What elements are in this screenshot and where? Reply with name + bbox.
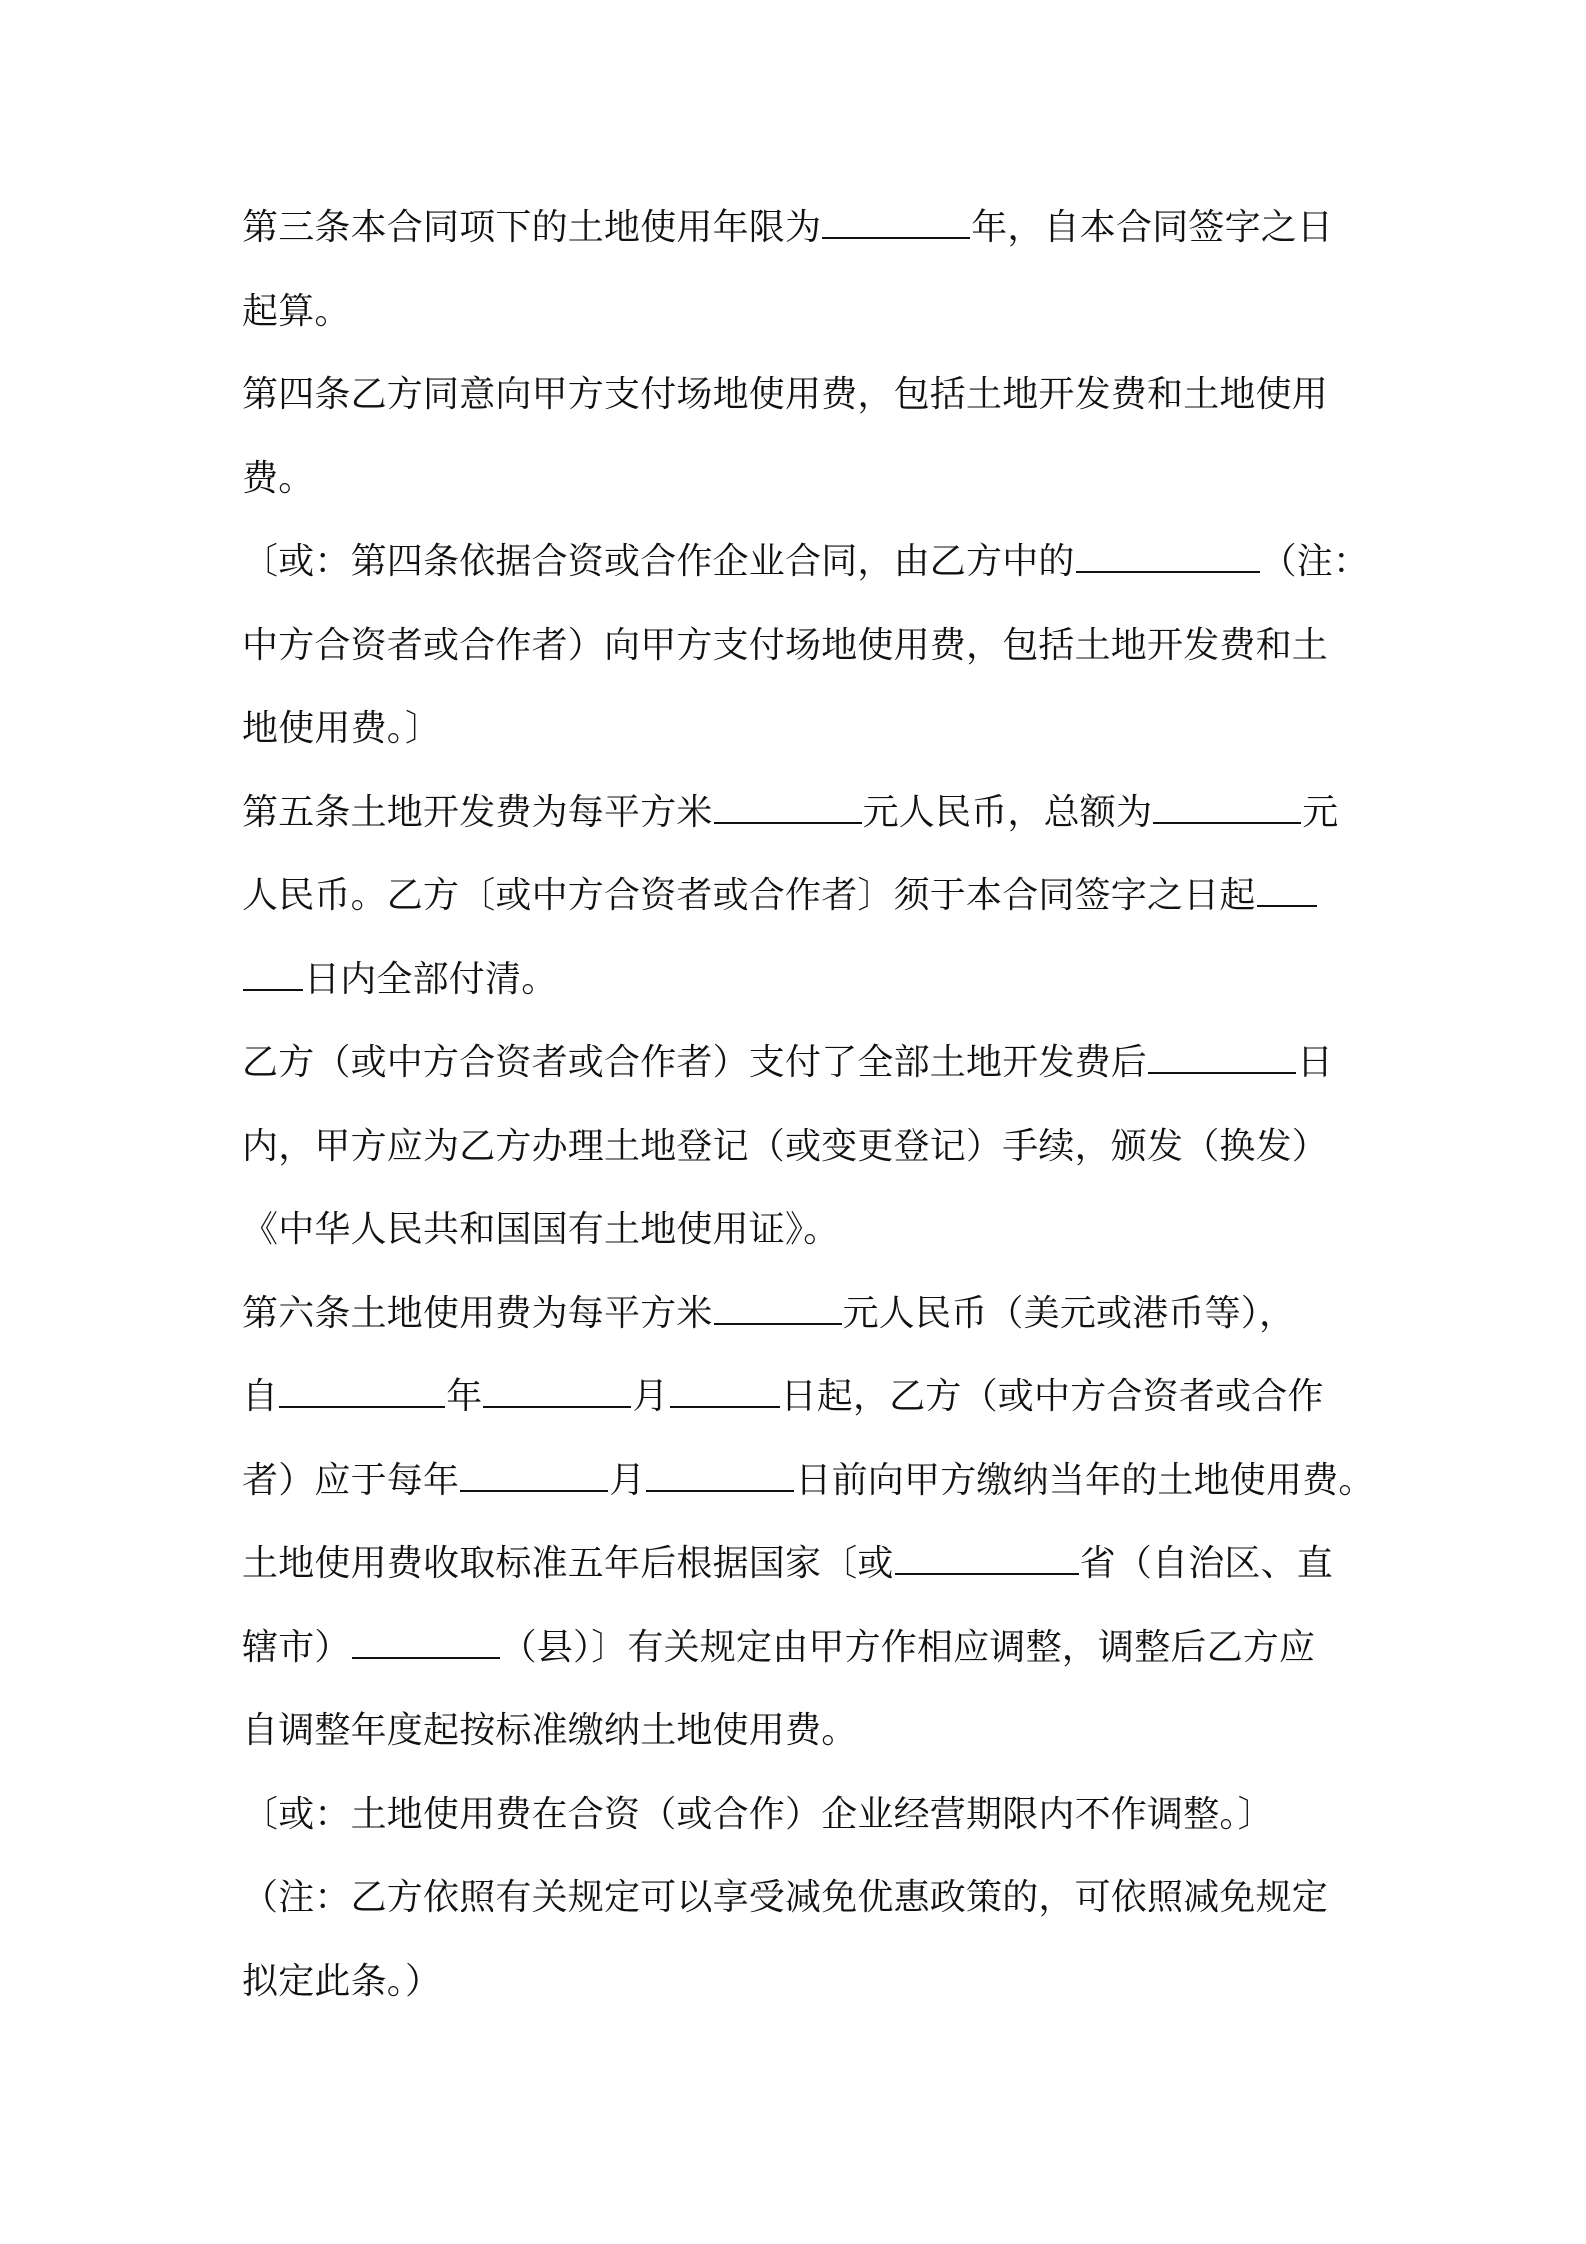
fill-blank — [1076, 543, 1260, 573]
fill-blank — [460, 1462, 608, 1492]
text-line — [242, 1272, 1367, 1356]
fill-blank — [1148, 1044, 1296, 1074]
fill-blank — [352, 1629, 500, 1659]
text-line — [242, 1773, 1367, 1857]
text-line — [242, 687, 1367, 771]
fill-blank — [714, 794, 862, 824]
fill-blank — [822, 209, 970, 239]
text-segment: 辖市） — [242, 1626, 351, 1668]
fill-blank — [243, 961, 303, 991]
fill-blank — [714, 1295, 842, 1325]
text-segment: 者）应于每年 — [242, 1459, 460, 1501]
text-line — [242, 520, 1370, 604]
text-segment: 〔或：土地使用费在合资（或合作）企业经营期限内不作调整。〕 — [242, 1793, 1274, 1835]
text-segment: 元人民币（美元或港币等）， — [842, 1292, 1296, 1334]
text-segment: （注： — [1260, 541, 1370, 582]
text-segment: 《中华人民共和国国有土地使用证》。 — [242, 1209, 840, 1250]
text-segment: 日前向甲方缴纳当年的土地使用费。 — [795, 1459, 1375, 1501]
fill-blank — [483, 1378, 631, 1408]
text-segment: 拟定此条。） — [242, 1960, 442, 2002]
text-segment: 土地使用费收取标准五年后根据国家〔或 — [242, 1543, 894, 1584]
text-line — [242, 854, 1367, 938]
text-segment: 年，自本合同签字之日 — [971, 207, 1334, 248]
text-line — [242, 1606, 1367, 1690]
text-segment: 月 — [632, 1376, 669, 1417]
text-segment: 日内全部付清。 — [304, 958, 558, 1000]
text-line — [242, 938, 1367, 1022]
text-segment: 乙方（或中方合资者或合作者）支付了全部土地开发费后 — [242, 1042, 1148, 1083]
fill-blank — [895, 1545, 1079, 1575]
text-segment: 人民币。乙方〔或中方合资者或合作者〕须于本合同签字之日起 — [242, 875, 1256, 916]
text-segment: 日起，乙方（或中方合资者或合作 — [780, 1376, 1324, 1417]
text-segment: 第六条土地使用费为每平方米 — [242, 1292, 713, 1334]
contract-text — [242, 186, 1375, 2023]
text-segment: 中方合资者或合作者）向甲方支付场地使用费，包括土地开发费和土 — [242, 624, 1329, 666]
text-segment: 第三条本合同项下的土地使用年限为 — [242, 207, 822, 248]
fill-blank — [1153, 794, 1301, 824]
text-line — [242, 186, 1367, 270]
text-line — [242, 771, 1367, 855]
text-segment: 地使用费。〕 — [242, 708, 442, 749]
text-segment: 元 — [1302, 791, 1339, 833]
text-line — [242, 437, 1367, 521]
text-line — [242, 270, 1367, 354]
text-line — [242, 1188, 1367, 1272]
text-segment: 月 — [609, 1459, 646, 1501]
text-segment: 第五条土地开发费为每平方米 — [242, 791, 713, 833]
text-line — [242, 604, 1367, 688]
text-line — [242, 1105, 1367, 1189]
text-line — [242, 1689, 1367, 1773]
text-segment: 日 — [1297, 1042, 1334, 1083]
fill-blank — [646, 1462, 794, 1492]
text-segment: 自调整年度起按标准缴纳土地使用费。 — [242, 1710, 858, 1751]
text-segment: 起算。 — [242, 290, 351, 332]
text-line — [242, 353, 1367, 437]
text-segment: 自 — [242, 1376, 279, 1417]
text-line — [242, 1856, 1367, 1940]
text-line — [242, 1021, 1367, 1105]
text-segment: 第四条乙方同意向甲方支付场地使用费，包括土地开发费和土地使用 — [242, 374, 1329, 415]
text-segment: 省（自治区、直 — [1079, 1543, 1334, 1584]
text-segment: 元人民币，总额为 — [862, 791, 1153, 833]
text-segment: 费。 — [242, 457, 315, 499]
text-segment: （县）〕有关规定由甲方作相应调整，调整后乙方应 — [500, 1626, 1316, 1668]
fill-blank — [1257, 877, 1317, 907]
fill-blank — [670, 1378, 780, 1408]
text-segment: 内，甲方应为乙方办理土地登记（或变更登记）手续，颁发（换发） — [242, 1125, 1329, 1167]
fill-blank — [279, 1378, 445, 1408]
text-line — [242, 1522, 1367, 1606]
text-segment: 年 — [446, 1376, 483, 1417]
text-segment: 〔或：第四条依据合资或合作企业合同，由乙方中的 — [242, 541, 1075, 582]
text-line — [242, 1940, 1367, 2024]
text-line — [242, 1355, 1367, 1439]
text-segment: （注：乙方依照有关规定可以享受减免优惠政策的，可依照减免规定 — [242, 1877, 1329, 1918]
text-line — [242, 1439, 1375, 1523]
